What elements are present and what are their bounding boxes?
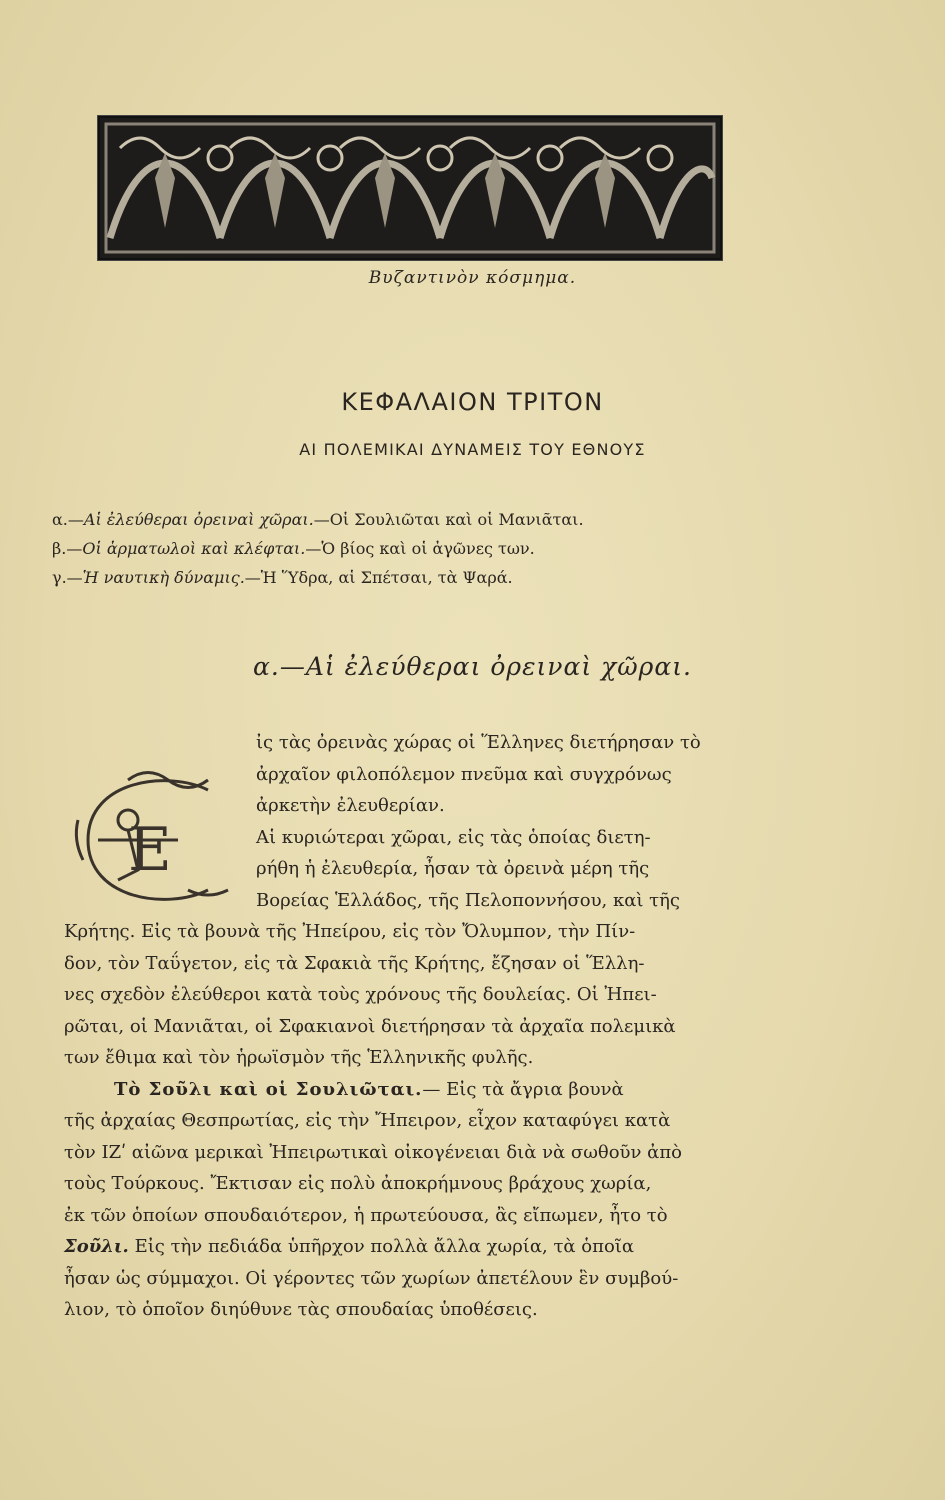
text-line: τοὺς Τούρκους. Ἔκτισαν εἰς πολὺ ἀποκρήμνους βράχους χωρία, <box>64 1173 652 1194</box>
text-line: ρήθη ἡ ἐλευθερία, ἦσαν τὰ ὀρεινὰ μέρη τῆς <box>256 858 650 879</box>
svg-text:Ε: Ε <box>128 815 172 885</box>
text-line: λιον, τὸ ὁποῖον διηύθυνε τὰς σπουδαίας ὑποθέσεις. <box>64 1299 538 1320</box>
text-line: ἦσαν ὡς σύμμαχοι. Οἱ γέροντες τῶν χωρίων ἀπετέλουν ἓν συμβού- <box>64 1267 679 1289</box>
summary-line: β.—Οἱ ἁρματωλοὶ καὶ κλέφται.—Ὁ βίος καὶ οἱ ἀγῶνες των. <box>52 539 535 558</box>
text-line: Τὸ Σοῦλι καὶ οἱ Σουλιῶται.— Εἰς τὰ ἄγρια βουνὰ <box>114 1078 624 1100</box>
body-text <box>64 727 814 1326</box>
souli-heading: Τὸ Σοῦλι καὶ οἱ Σουλιῶται. <box>114 1078 423 1100</box>
summary-line: γ.—Ἡ ναυτικὴ δύναμις.—Ἡ Ὕδρα, αἱ Σπέτσαι, τὰ Ψαρά. <box>52 568 513 587</box>
text-line: ἀρκετὴν ἐλευθερίαν. <box>256 795 445 816</box>
text-line: των ἔθιμα καὶ τὸν ἡρωϊσμὸν τῆς Ἑλληνικῆς φυλῆς. <box>64 1047 534 1068</box>
byzantine-ornament-image <box>98 116 722 260</box>
chapter-subtitle: ΑΙ ΠΟΛΕΜΙΚΑΙ ΔΥΝΑΜΕΙΣ ΤΟΥ ΕΘΝΟΥΣ <box>299 440 646 459</box>
chapter-title: ΚΕΦΑΛΑΙΟΝ ΤΡΙΤΟΝ <box>341 388 604 416</box>
text-line: Κρήτης. Εἰς τὰ βουνὰ τῆς Ἠπείρου, εἰς τὸν Ὄλυμπον, τὴν Πίν- <box>64 921 636 942</box>
souli-word: Σοῦλι. <box>64 1236 129 1257</box>
text-line: τῆς ἀρχαίας Θεσπρωτίας, εἰς τὴν Ἤπειρον, εἶχον καταφύγει κατὰ <box>64 1110 671 1131</box>
text-line: ἀρχαῖον φιλοπόλεμον πνεῦμα καὶ συγχρόνως <box>256 763 672 785</box>
text-line: νες σχεδὸν ἐλεύθεροι κατὰ τοὺς χρόνους τῆς δουλείας. Οἱ Ἠπει- <box>64 984 657 1005</box>
chapter-summary <box>52 505 752 592</box>
text-line: Βορείας Ἑλλάδος, τῆς Πελοποννήσου, καὶ τῆς <box>256 889 680 911</box>
summary-line: α.—Αἱ ἐλεύθεραι ὀρειναὶ χῶραι.—Οἱ Σουλιῶται καὶ οἱ Μανιᾶται. <box>52 510 584 529</box>
section-heading: α.—Αἱ ἐλεύθεραι ὀρειναὶ χῶραι. <box>253 652 692 681</box>
ornament-caption: Βυζαντινὸν κόσμημα. <box>368 268 577 288</box>
text-line: ρῶται, οἱ Μανιᾶται, οἱ Σφακιανοὶ διετήρησαν τὰ ἀρχαῖα πολεμικὰ <box>64 1015 676 1037</box>
text-line: τὸν ΙΖʹ αἰῶνα μερικαὶ Ἠπειρωτικαὶ οἰκογένειαι διὰ νὰ σωθοῦν ἀπὸ <box>64 1141 682 1163</box>
text-line: Σοῦλι. Εἰς τὴν πεδιάδα ὑπῆρχον πολλὰ ἄλλα χωρία, τὰ ὁποῖα <box>64 1236 635 1257</box>
text-line: Αἱ κυριώτεραι χῶραι, εἰς τὰς ὁποίας διετη- <box>256 826 651 848</box>
text-line: ἰς τὰς ὀρεινὰς χώρας οἱ Ἕλληνες διετήρησαν τὸ <box>256 732 701 753</box>
text-line: ἐκ τῶν ὁποίων σπουδαιότερον, ἡ πρωτεύουσα, ἂς εἴπωμεν, ἦτο τὸ <box>64 1204 668 1226</box>
text-line: δον, τὸν Ταΰγετον, εἰς τὰ Σφακιὰ τῆς Κρήτης, ἔζησαν οἱ Ἕλλη- <box>64 952 645 974</box>
